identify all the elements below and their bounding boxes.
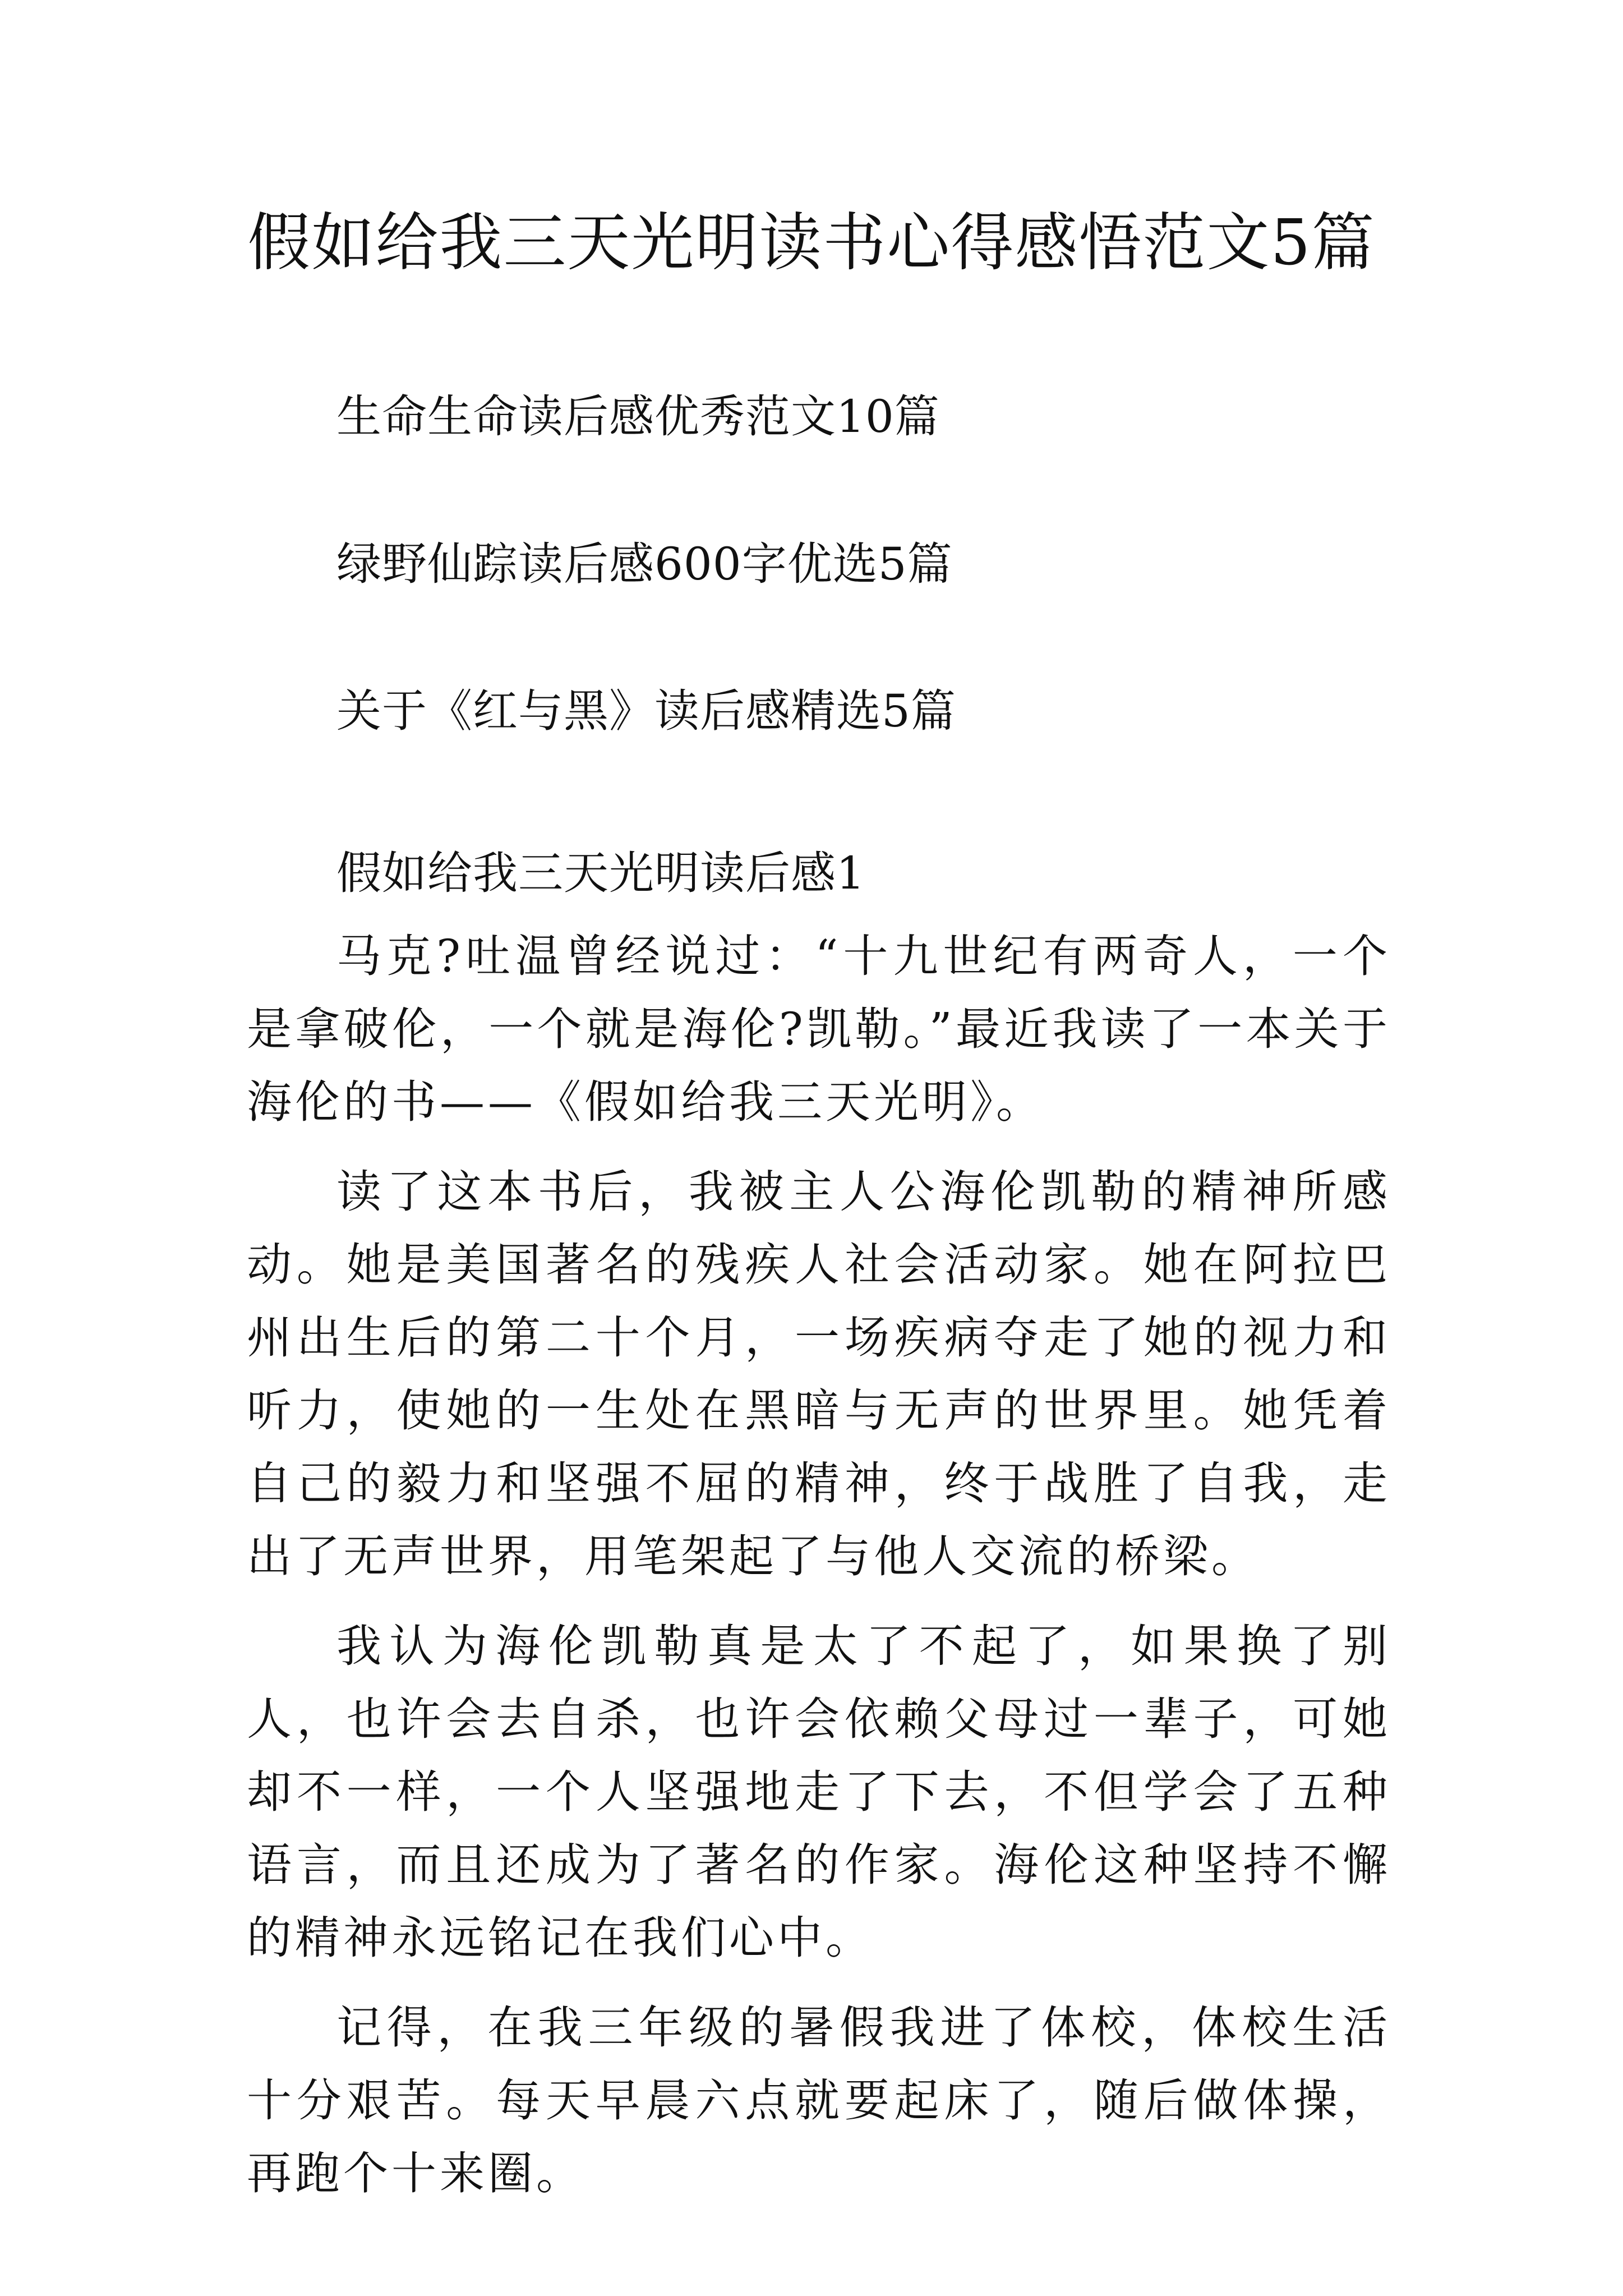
article-body bbox=[247, 920, 1391, 2227]
section-heading: 假如给我三天光明读后感1 bbox=[336, 847, 865, 899]
paragraph-3: 我认为海伦凯勒真是太了不起了，如果换了别人，也许会去自杀，也许会依赖父母过一辈子，可她却不一样，一个人坚强地走了下去，不但学会了五种语言，而且还成为了著名的作家。海伦这种坚持不懈的精神永远铭记在我们心中。 bbox=[247, 1620, 1391, 1964]
paragraph-4: 记得，在我三年级的暑假我进了体校，体校生活十分艰苦。每天早晨六点就要起床了，随后做体操，再跑个十来圈。 bbox=[247, 2001, 1391, 2200]
document-title: 假如给我三天光明读书心得感悟范文5篇 bbox=[247, 206, 1376, 279]
related-link-3[interactable]: 关于《红与黑》读后感精选5篇 bbox=[336, 685, 956, 737]
related-link-1[interactable]: 生命生命读后感优秀范文10篇 bbox=[336, 390, 940, 443]
paragraph-2: 读了这本书后，我被主人公海伦凯勒的精神所感动。她是美国著名的残疾人社会活动家。她在阿拉巴州出生后的第二十个月，一场疾病夺走了她的视力和听力，使她的一生处在黑暗与无声的世界里。她凭着自己的毅力和坚强不屈的精神，终于战胜了自我，走出了无声世界，用笔架起了与他人交流的桥梁。 bbox=[247, 1166, 1391, 1582]
paragraph-1: 马克?吐温曾经说过：“十九世纪有两奇人，一个是拿破伦，一个就是海伦?凯勒。”最近我读了一本关于海伦的书——《假如给我三天光明》。 bbox=[247, 930, 1391, 1128]
related-link-2[interactable]: 绿野仙踪读后感600字优选5篇 bbox=[336, 538, 953, 590]
